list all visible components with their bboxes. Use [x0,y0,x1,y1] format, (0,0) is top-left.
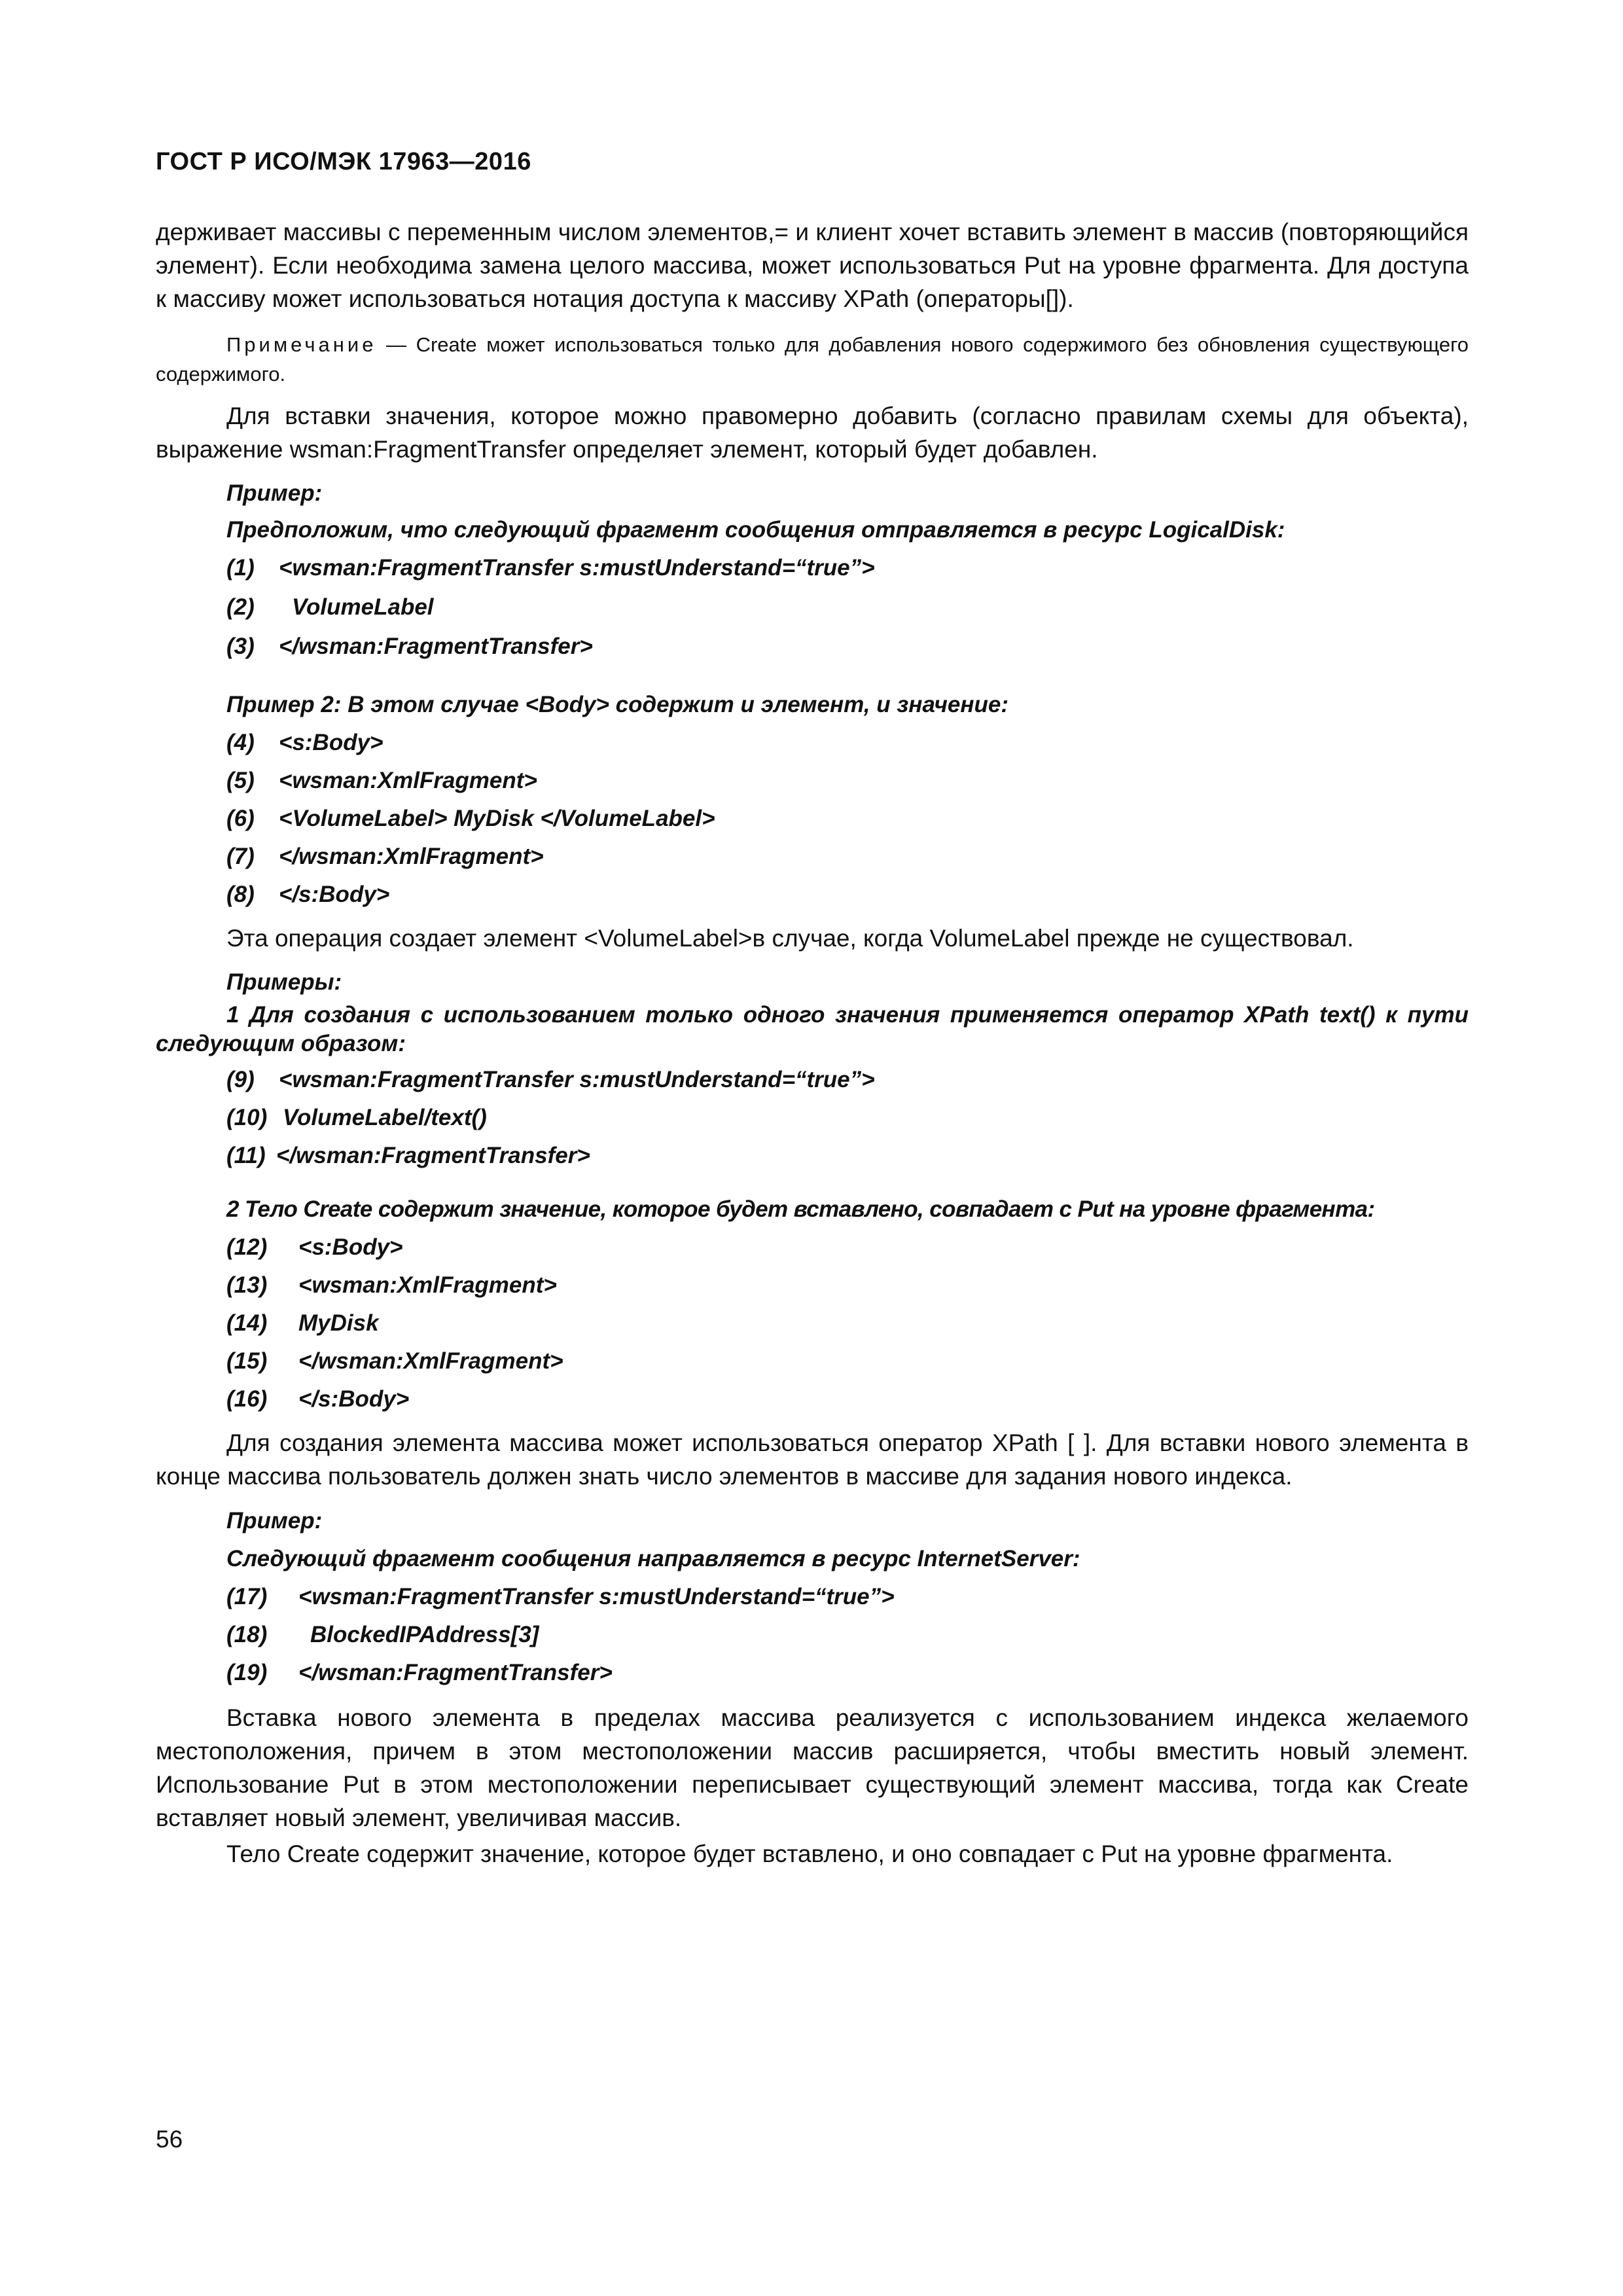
code-line: (14) MyDisk [226,1310,379,1336]
code-line: (11) </wsman:FragmentTransfer> [226,1143,590,1168]
examples-3-item-1: 1 Для создания с использованием только одного значения применяется оператор XPath text() к пути следующим образом: [156,1002,1469,1056]
code-line: (1) <wsman:FragmentTransfer s:mustUnderstand=“true”> [226,555,875,581]
examples-3-item-2: 2 Тело Create содержит значение, которое будет вставлено, совпадает с Put на уровне фрагмента: [226,1196,1375,1222]
code-line: (6) <VolumeLabel> MyDisk </VolumeLabel> [226,806,715,831]
example-4-label: Пример: [226,1508,323,1534]
code-line: (3) </wsman:FragmentTransfer> [226,634,593,659]
code-line: (2) VolumeLabel [226,594,434,620]
example-4-intro: Следующий фрагмент сообщения направляется в ресурс InternetServer: [226,1546,1080,1571]
note-text: — Create может использоваться только для добавления нового содержимого без обновления существующего содержимого. [156,333,1469,386]
code-line: (13) <wsman:XmlFragment> [226,1272,557,1298]
paragraph-create-body: Тело Create содержит значение, которое будет вставлено, и оно совпадает с Put на уровне фрагмента. [226,1840,1393,1867]
paragraph-array-element: Для создания элемента массива может использоваться оператор XPath [ ]. Для вставки нового элемента в конце массива пользователь должен знать число элементов в массиве для задания нового индекса. [156,1429,1469,1490]
code-line: (4) <s:Body> [226,730,383,755]
paragraph-insert-value: Для вставки значения, которое можно правомерно добавить (согласно правилам схемы для объекта), выражение wsman:FragmentTransfer определяет элемент, который будет добавлен. [156,403,1469,463]
document-page [156,148,1469,1871]
example-1-intro: Предположим, что следующий фрагмент сообщения отправляется в ресурс LogicalDisk: [226,517,1285,543]
code-line: (7) </wsman:XmlFragment> [226,844,544,869]
examples-3-label: Примеры: [226,969,342,995]
code-line: (16) </s:Body> [226,1386,410,1412]
note-label: Примечание [226,333,377,356]
code-line: (12) <s:Body> [226,1234,403,1260]
example-4 [156,1502,1469,1692]
code-line: (10) VolumeLabel/text() [226,1105,487,1130]
code-line: (17) <wsman:FragmentTransfer s:mustUnderstand=“true”> [226,1584,895,1609]
document-header: ГОСТ Р ИСО/МЭК 17963—2016 [156,148,531,175]
code-line: (19) </wsman:FragmentTransfer> [226,1660,613,1685]
page-number: 56 [156,2126,183,2153]
example-1 [156,475,1469,666]
example-2-intro: Пример 2: В этом случае <Body> содержит и элемент, и значение: [226,692,1009,717]
code-line: (5) <wsman:XmlFragment> [226,768,537,793]
code-line: (8) </s:Body> [226,882,390,907]
note [156,330,1469,389]
examples-3 [156,964,1469,1418]
example-2 [156,686,1469,914]
paragraph-operation: Эта операция создает элемент <VolumeLabel>в случае, когда VolumeLabel прежде не существовал. [226,925,1354,952]
code-line: (15) </wsman:XmlFragment> [226,1348,563,1374]
code-line: (9) <wsman:FragmentTransfer s:mustUnderstand=“true”> [226,1067,875,1092]
example-1-label: Пример: [226,480,323,506]
paragraph-insert-array: Вставка нового элемента в пределах массива реализуется с использованием индекса желаемого местоположения, причем в этом местоположении массив расширяется, чтобы вместить новый элемент. Использование Put в этом местоположении переписывает существующий элемент массива, тогда как Create вставляет новый элемент, увеличивая массив. [156,1704,1469,1831]
code-line: (18) BlockedIPAddress[3] [226,1622,539,1647]
paragraph-arrays: держивает массивы с переменным числом элементов,= и клиент хочет вставить элемент в массив (повторяющийся элемент). Если необходима замена целого массива, может использоваться Put на уровне фрагмента. Для доступа к массиву может использоваться нотация доступа к массиву XPath (операторы[]). [156,219,1469,312]
